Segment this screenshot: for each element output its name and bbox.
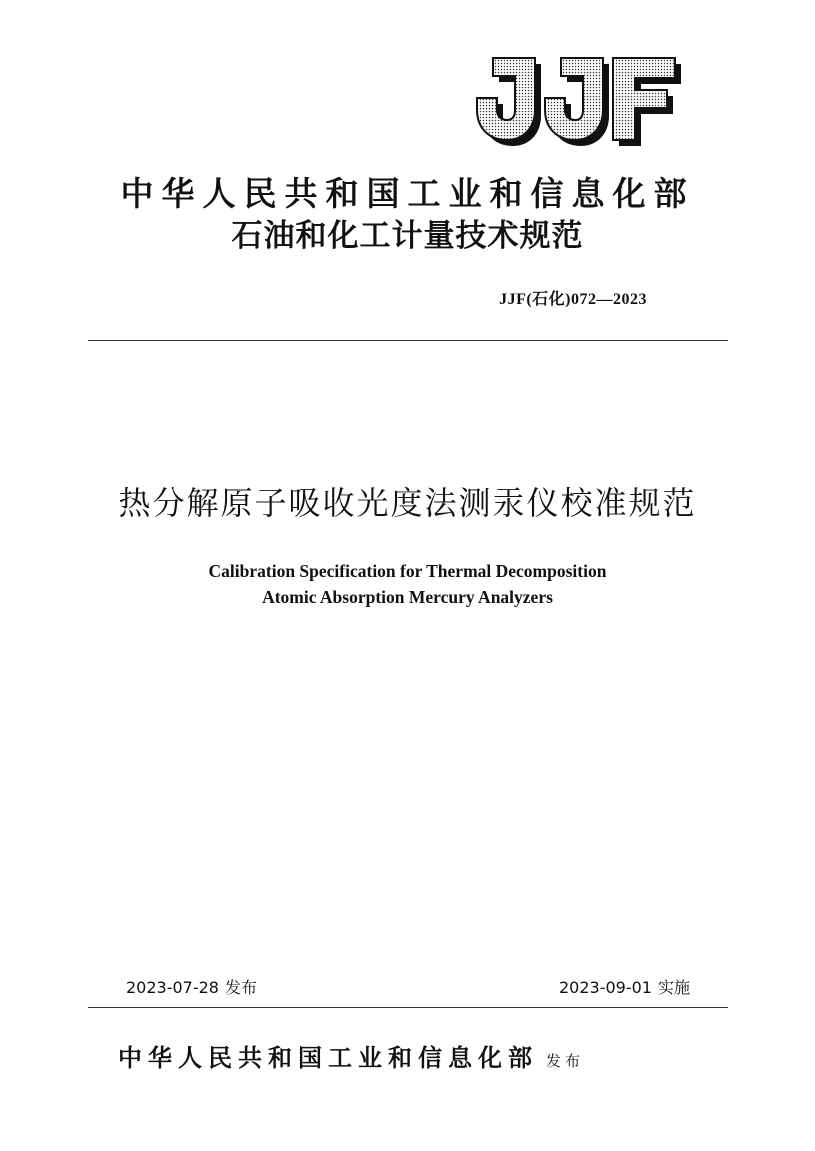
bottom-divider	[88, 1007, 728, 1008]
footer-issuer-block	[118, 1038, 584, 1073]
specification-category: 石油和化工计量技术规范	[231, 218, 584, 254]
document-title-chinese: 热分解原子吸收光度法测汞仪校准规范	[118, 484, 697, 522]
document-number: JJF(石化)072—2023	[499, 291, 647, 308]
top-divider	[88, 340, 728, 341]
footer-issuer-name: 中华人民共和国工业和信息化部	[118, 1043, 538, 1072]
footer-release-label: 发布	[546, 1052, 585, 1070]
jjf-standard-logo-icon	[470, 56, 682, 146]
release-date-block	[126, 975, 257, 998]
release-date: 2023-07-28	[126, 978, 219, 997]
effective-date-block	[559, 975, 690, 998]
effective-label: 实施	[657, 978, 690, 997]
document-title-english-line1: Calibration Specification for Thermal Decomposition	[208, 561, 607, 581]
issuer-name: 中华人民共和国工业和信息化部	[120, 174, 695, 213]
effective-date: 2023-09-01	[559, 978, 652, 997]
document-title-english-line2: Atomic Absorption Mercury Analyzers	[262, 587, 553, 607]
release-label: 发布	[224, 978, 257, 997]
